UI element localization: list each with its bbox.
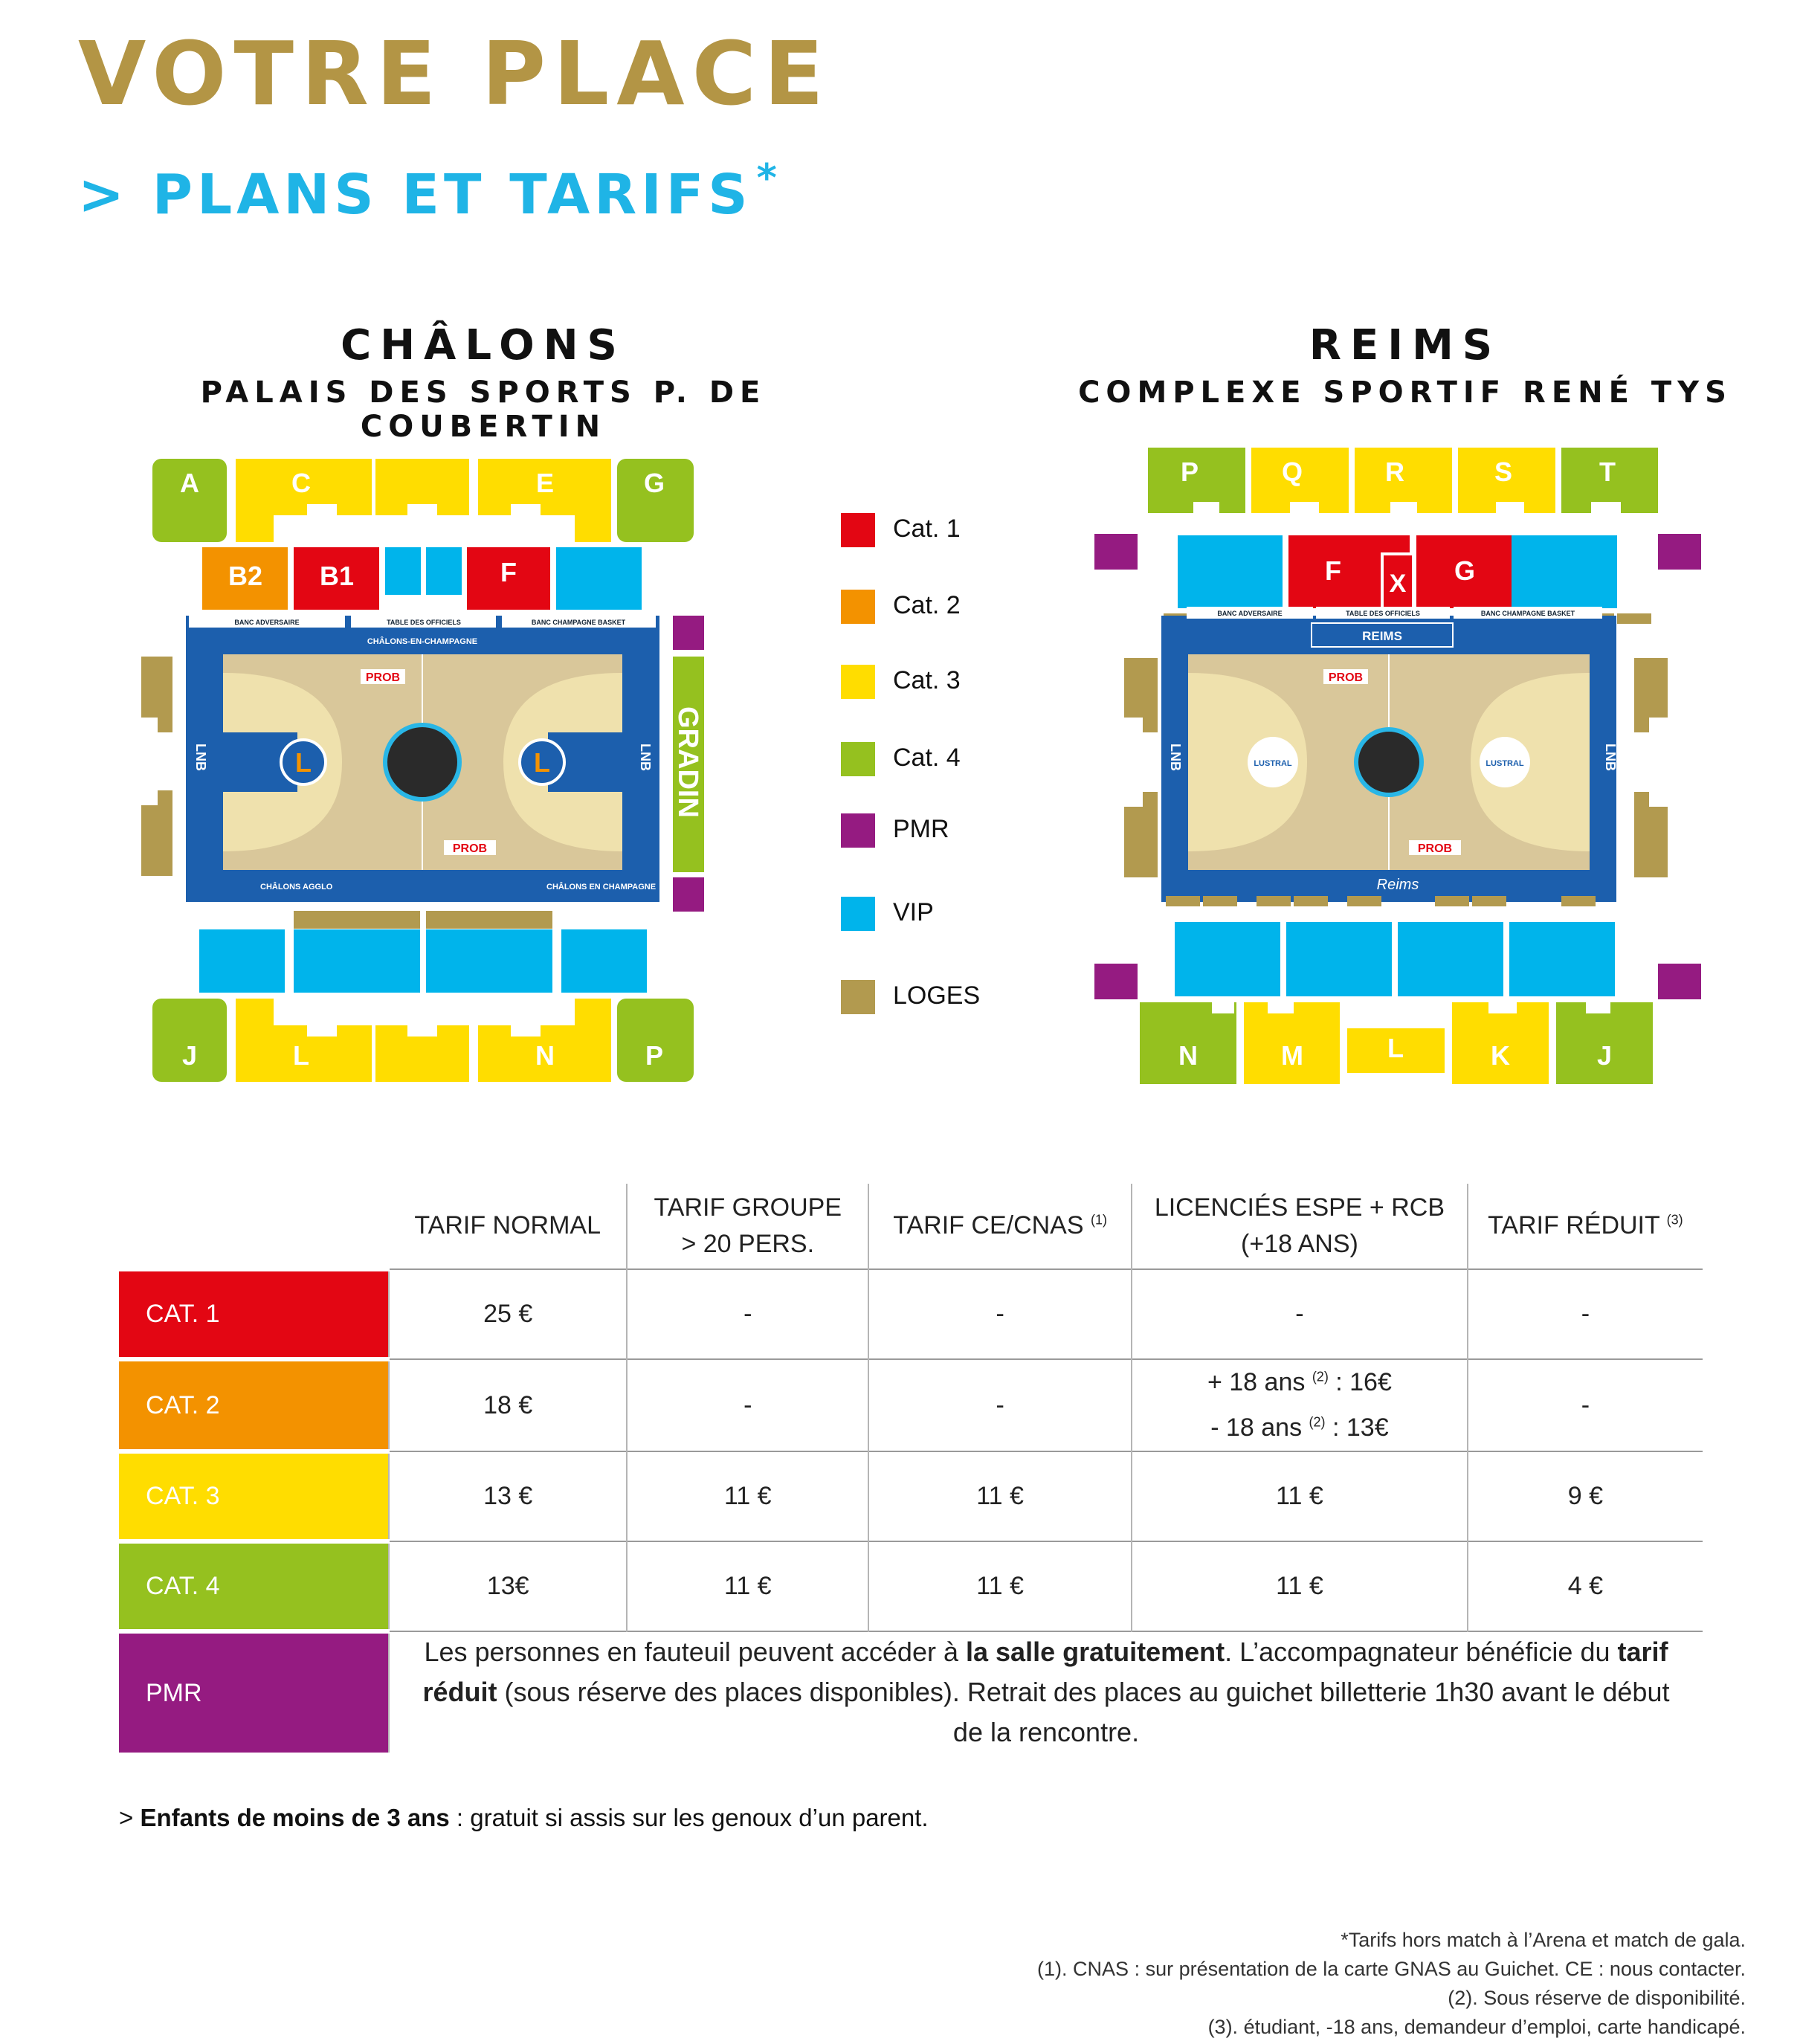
header-ce: TARIF CE/CNAS $^{(1)}$ (868, 1184, 1132, 1269)
legend-label: Cat. 2 (893, 591, 961, 619)
reims-pmr-bottom-left[interactable] (1094, 964, 1138, 999)
chalons-loge-left-2[interactable] (141, 790, 172, 876)
chalons-banc-home: BANC CHAMPAGNE BASKET (531, 619, 626, 626)
chalons-city: CHÂLONS (341, 321, 626, 370)
cell-licencies: 11 € (1132, 1451, 1468, 1541)
cell-licencies: 11 € (1132, 1541, 1468, 1631)
chalons-label-e: E (535, 468, 555, 498)
row-category: CAT. 2 (119, 1359, 389, 1451)
reims-pmr-top-right[interactable] (1658, 534, 1701, 570)
cell-normal: 13 € (389, 1451, 627, 1541)
chalons-pmr-1[interactable] (673, 616, 704, 650)
row-category: CAT. 4 (119, 1541, 389, 1631)
pmr-note: Les personnes en fauteuil peuvent accéder à la salle gratuitement. L’accompagnateur bénéficie du tarif réduit (sous réserve des places disponibles). Retrait des places au guichet billetterie 1h30 avant le début de la rencontre. (389, 1631, 1703, 1753)
reims-venue-name: COMPLEXE SPORTIF RENÉ TYS (1078, 375, 1732, 410)
cell-normal: 18 € (389, 1359, 627, 1451)
reims-label-r: R (1385, 457, 1404, 487)
reims-label-q: Q (1281, 457, 1303, 487)
reims-vip-bottom-3[interactable] (1398, 922, 1503, 996)
chalons-lnb-left: LNB (193, 744, 208, 771)
reims-pmr-top-left[interactable] (1094, 534, 1138, 570)
reims-label-p: P (1180, 457, 1199, 487)
chalons-vip-2[interactable] (426, 547, 462, 595)
legend-label: Cat. 3 (893, 666, 961, 694)
header-empty (119, 1184, 389, 1269)
legend-label: LOGES (893, 981, 981, 1010)
reims-sponsor-bottom: Reims (1376, 877, 1419, 893)
cell-ce: - (868, 1269, 1132, 1359)
chalons-label-j: J (181, 1040, 198, 1071)
reims-league-bottom: PROB (1417, 842, 1453, 855)
legend-label: VIP (893, 898, 934, 926)
chalons-label-gradin: GRADIN (672, 706, 703, 818)
cell-ce: - (868, 1359, 1132, 1451)
chalons-vip-1[interactable] (385, 547, 421, 595)
legend-item (841, 980, 1094, 1016)
reims-label-x: X (1389, 570, 1407, 598)
reims-label-l: L (1387, 1033, 1404, 1063)
reims-vip-bottom-2[interactable] (1286, 922, 1392, 996)
footnotes (1037, 1926, 1746, 2042)
chalons-label-l: L (293, 1040, 309, 1071)
chalons-pmr-2[interactable] (673, 877, 704, 912)
chalons-vip-3[interactable] (556, 547, 642, 610)
header-normal: TARIF NORMAL (414, 1211, 601, 1240)
reims-vip-bottom-4[interactable] (1509, 922, 1615, 996)
table-row (119, 1269, 1703, 1359)
cell-groupe: 11 € (627, 1451, 868, 1541)
legend-item (841, 813, 1094, 849)
chalons-league-top: PROB (365, 671, 401, 684)
chalons-vip-bottom-3[interactable] (426, 929, 552, 993)
reims-league-top: PROB (1328, 671, 1364, 684)
reims-loge-left-2[interactable] (1124, 792, 1158, 877)
reims-label-n: N (1178, 1040, 1198, 1071)
reims-label-f: F (1325, 555, 1341, 586)
pricing-table (119, 1184, 1703, 1753)
cell-reduit: 9 € (1468, 1451, 1703, 1541)
header-groupe: TARIF GROUPE > 20 PERS. (627, 1184, 868, 1269)
reims-label-m: M (1281, 1040, 1303, 1071)
chalons-section-d[interactable] (375, 459, 469, 515)
reims-vip-top-2[interactable] (1512, 535, 1617, 608)
subtitle-asterisk: * (756, 156, 781, 201)
legend-label: Cat. 4 (893, 744, 961, 772)
reims-logo-right-text: LUSTRAL (1486, 759, 1524, 768)
footnote: (3). étudiant, -18 ans, demandeur d’emploi, carte handicapé. (1207, 2016, 1746, 2038)
chalons-label-g: G (643, 468, 665, 498)
table-row (119, 1451, 1703, 1541)
cell-ce: 11 € (868, 1541, 1132, 1631)
chalons-vip-bottom-4[interactable] (561, 929, 647, 993)
footnote: *Tarifs hors match à l’Arena et match de gala. (1341, 1929, 1746, 1951)
chalons-loge-bottom-2[interactable] (426, 911, 552, 929)
header-reduit: TARIF RÉDUIT $^{(3)}$ (1468, 1184, 1703, 1269)
reims-logo-left-text: LUSTRAL (1254, 759, 1292, 768)
chalons-banc-adversaire: BANC ADVERSAIRE (234, 619, 300, 626)
chalons-sponsor-left: CHÂLONS AGGLO (260, 883, 333, 892)
chalons-table-officiels: TABLE DES OFFICIELS (387, 619, 461, 626)
chalons-lnb-right: LNB (638, 744, 653, 771)
reims-loge-right-2[interactable] (1634, 792, 1668, 877)
chalons-logo-left: L (295, 747, 312, 778)
legend-item (841, 513, 1094, 549)
cell-normal: 25 € (389, 1269, 627, 1359)
subtitle-text: > PLANS ET TARIFS (78, 163, 752, 227)
reims-city: REIMS (1309, 321, 1502, 370)
legend-label: Cat. 1 (893, 515, 961, 543)
reims-label-j: J (1596, 1040, 1613, 1071)
chalons-label-b2: B2 (228, 561, 263, 591)
reims-vip-top-1[interactable] (1178, 535, 1283, 608)
reims-center-logo (1356, 729, 1422, 795)
cell-reduit: - (1468, 1359, 1703, 1451)
chalons-label-f: F (500, 557, 517, 587)
legend-item (841, 742, 1094, 778)
chalons-center-logo (385, 725, 459, 799)
chalons-vip-bottom-1[interactable] (199, 929, 285, 993)
cell-reduit: 4 € (1468, 1541, 1703, 1631)
chalons-venue-name: PALAIS DES SPORTS P. DE COUBERTIN (200, 375, 767, 444)
header-licencies: LICENCIÉS ESPE + RCB (+18 ANS) (1132, 1184, 1468, 1269)
legend-swatch (841, 897, 875, 931)
chalons-loge-bottom-1[interactable] (294, 911, 420, 929)
row-category: CAT. 1 (119, 1269, 389, 1359)
reims-loge-right-1[interactable] (1634, 658, 1668, 732)
cell-groupe: 11 € (627, 1541, 868, 1631)
legend-item (841, 590, 1094, 625)
reims-court-name: REIMS (1362, 629, 1402, 643)
cell-groupe: - (627, 1359, 868, 1451)
chalons-label-c: C (291, 468, 311, 498)
chalons-court-name: CHÂLONS-EN-CHAMPAGNE (367, 637, 478, 646)
table-row-pmr (119, 1631, 1703, 1753)
legend-swatch (841, 980, 875, 1014)
chalons-label-n: N (535, 1040, 555, 1071)
legend-item (841, 665, 1094, 700)
cell-normal: 13€ (389, 1541, 627, 1631)
reims-banc-home: BANC CHAMPAGNE BASKET (1480, 610, 1575, 617)
cell-ce: 11 € (868, 1451, 1132, 1541)
cell-licencies: - (1132, 1269, 1468, 1359)
chalons-league-bottom: PROB (452, 842, 488, 855)
reims-vip-bottom-1[interactable] (1175, 922, 1280, 996)
reims-loge-left-1[interactable] (1124, 658, 1158, 732)
reims-seating-plan (1078, 0, 1747, 1100)
chalons-loge-left-1[interactable] (141, 657, 172, 732)
row-category-pmr: PMR (119, 1631, 389, 1753)
children-note: > Enfants de moins de 3 ans : gratuit si assis sur les genoux d’un parent. (119, 1804, 929, 1831)
reims-label-g: G (1454, 555, 1476, 586)
legend-swatch (841, 742, 875, 776)
chalons-label-b1: B1 (319, 561, 355, 591)
legend-swatch (841, 513, 875, 547)
table-row (119, 1359, 1703, 1451)
chalons-label-p: P (645, 1040, 664, 1071)
cell-licencies: + 18 ans $^{(2)}$ : 16€ - 18 ans $^{(2)}$ : 13€ (1132, 1359, 1468, 1451)
legend-swatch (841, 590, 875, 624)
legend-item (841, 897, 1094, 932)
chalons-label-a: A (180, 468, 199, 498)
reims-label-t: T (1599, 457, 1616, 487)
chalons-seating-plan (0, 0, 743, 1100)
chalons-sponsor-right: CHÂLONS EN CHAMPAGNE (546, 883, 657, 892)
reims-banc-adversaire: BANC ADVERSAIRE (1217, 610, 1283, 617)
row-category: CAT. 3 (119, 1451, 389, 1541)
pricing-header-row (119, 1184, 1703, 1269)
footnote: (2). Sous réserve de disponibilité. (1448, 1987, 1746, 2009)
reims-lnb-right: LNB (1603, 744, 1618, 771)
legend-swatch (841, 813, 875, 848)
reims-label-s: S (1494, 457, 1513, 487)
footnote: (1). CNAS : sur présentation de la carte GNAS au Guichet. CE : nous contacter. (1037, 1958, 1746, 1980)
reims-lnb-left: LNB (1168, 744, 1183, 771)
chalons-logo-right: L (534, 747, 550, 778)
reims-label-k: K (1491, 1040, 1510, 1071)
chalons-section-m[interactable] (375, 1025, 469, 1082)
legend-swatch (841, 665, 875, 699)
reims-pmr-bottom-right[interactable] (1658, 964, 1701, 999)
cell-groupe: - (627, 1269, 868, 1359)
page-title: VOTRE PLACE (78, 22, 831, 125)
table-row (119, 1541, 1703, 1631)
chalons-vip-bottom-2[interactable] (294, 929, 420, 993)
reims-table-officiels: TABLE DES OFFICIELS (1346, 610, 1420, 617)
cell-reduit: - (1468, 1269, 1703, 1359)
legend-label: PMR (893, 815, 949, 843)
